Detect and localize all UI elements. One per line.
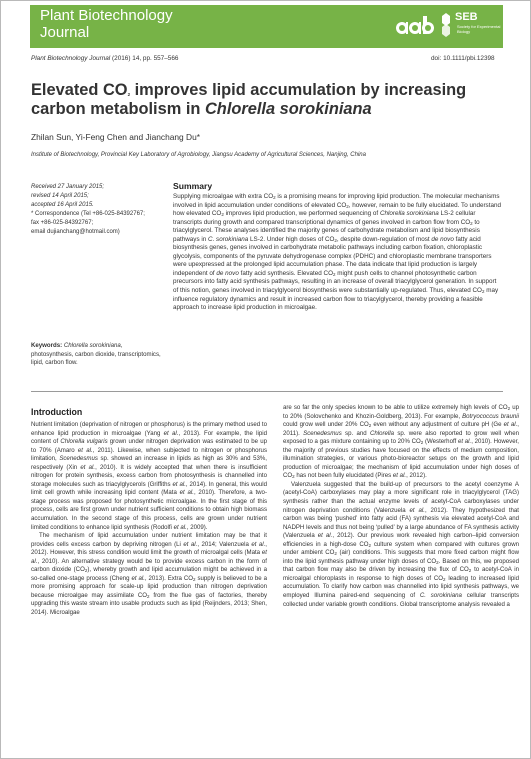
journal-name[interactable] [40, 7, 173, 41]
received-date: Received 27 January 2015; [31, 184, 105, 190]
summary-heading: Summary [173, 181, 213, 191]
section-divider [31, 391, 503, 392]
title-subscript: 2 [127, 92, 131, 97]
paragraph: The mechanism of lipid accumulation under nutrient limitation may be that it provides cells excess carbon by depriving nitrogen (Li et al., 2014; Valenzuela et al., 2012). However, this stress condition would limit the growth of microalgal cells (Mata et al., 2010). An alternative strategy would be to provide excess carbon in the form of carbon dioxide $(CO_2)$, whereby growth and lipid accumulation might be achieved in a so-called one-stage process (Cheng et al., 2013). Extra $CO_2$ supply is believed to be a more promising approach for scale-up lipid production than nitrogen deprivation because microalgae may assimilate $CO_2$ from the flue gas of factories, thereby upgrading this waste stream into usable products such as lipid (Reijnders, 2013; Shen, 2014). Microalgae [31, 532, 268, 617]
seb-logo-text: SEB [455, 11, 478, 23]
citation-journal: Plant Biotechnology Journal [31, 55, 111, 62]
affiliation: Institute of Biotechnology, Provincial Key Laboratory of Agrobiology, Jiangsu Academy of Agricultural Sciences, Nanjing, China [31, 152, 366, 158]
paragraph: Nutrient limitation (deprivation of nitrogen or phosphorus) is the primary method used to enhance lipid production in microalgae (Yang et al., 2013). For example, the lipid content of Chlorella vulgaris grown under nitrogen deprivation was estimated to be up to 70% (Amaro et al., 2011). Likewise, when subjected to nitrogen or phosphorus limitation, Scenedesmus sp. showed an increase in lipids as high as 30% and 53%, respectively (Xin et al., 2010). It is widely accepted that when there is insufficient nitrogen for protein synthesis, excess carbon from photosynthesis is channelled into storage molecules such as triacylglycerols (Griffiths et al., 2014). In general, this would limit cell growth while increasing lipid content (Mata et al., 2010). Therefore, a two-stage process was proposed for photosynthetic microalgae. In the first stage of this process, cells are first grown under nutrient sufficient conditions to obtain high biomass accumulation. In the second stage of this process, cells are grown under nutrient limited conditions to enhance lipid synthesis (Rodolfi et al., 2009). [31, 421, 268, 531]
seb-logo-icon [440, 12, 452, 39]
seb-subtitle: Society for Experimental Biology [457, 24, 501, 34]
aab-logo-icon [396, 13, 436, 40]
keywords [31, 342, 163, 368]
introduction-heading: Introduction [31, 407, 83, 417]
body-column-right [283, 404, 519, 609]
journal-name-line2: Journal [40, 24, 90, 41]
body-column-left [31, 421, 267, 618]
email[interactable]: email dujianchang@hotmail.com) [31, 228, 120, 235]
fax: fax +86-025-84392767; [31, 219, 94, 226]
accepted-date: accepted 16 April 2015. [31, 201, 94, 208]
revised-date: revised 14 April 2015; [31, 192, 89, 199]
title-part: improves lipid accumulation by increasing carbon metabolism in [31, 81, 467, 118]
journal-banner [30, 5, 503, 48]
doi[interactable]: doi: 10.1111/pbi.12398 [431, 55, 495, 62]
journal-name-line1: Plant Biotechnology [40, 7, 173, 24]
article-title [31, 81, 501, 119]
paragraph: Valenzuela suggested that the build-up of precursors to the acetyl coenzyme A (acetyl-CoA) carboxylases may play a more significant role in triacylglycerol (TAG) synthesis rather than the actual enzyme levels of acetyl-CoA carboxylases under nitrogen deprivation conditions (Valenzuela et al., 2012). They hypothesized that carbon was being ‘pushed’ into fatty acid (FA) synthesis via elevated acetyl-CoA and NADPH levels and thus not being ‘pulled’ by a large abundance of FA synthesis activity (Valenzuela et al., 2012). Our previous work revealed high carbon–lipid conversion efficiencies in a high-dose $CO_2$ culture system when compared with cultures grown under ambient $CO_2$ (air) conditions. This suggests that more fixed carbon might flow into the lipid synthesis pathway under high doses of $CO_2$. Based on this, we proposed that carbon flow may also be driven by increasing the flux of $CO_2$ to acetyl-CoA in microalgal chloroplasts in response to high doses of $CO_2$ leading to increased lipid accumulation. To clarify how carbon was channelled into lipid synthesis pathways, we employed Illumina paired-end sequencing of C. sorokiniana cellular transcripts collected under variable growth conditions. Global transcriptome analysis revealed a [283, 480, 520, 608]
title-species: Chlorella sorokiniana [204, 100, 372, 118]
title-part: Elevated CO [31, 81, 128, 99]
authors: Zhilan Sun, Yi-Feng Chen and Jianchang Du* [31, 132, 201, 142]
summary-text: Supplying microalgae with extra $CO_2$ is a promising means for improving lipid production. The molecular mechanisms involved in lipid accumulation under conditions of elevated $CO_2$, however, remain to be fully elucidated. To understand how elevated $CO_2$ improves lipid production, we performed sequencing of Chlorella sorokiniana LS-2 cellular transcripts during growth and compared transcriptional dynamics of genes involved in carbon flow from $CO_2$ to triacylglycerol. These analyses identified the majority genes of carbohydrate metabolism and lipid biosynthesis pathways in C. sorokiniana LS-2. Under high doses of $CO_2$, despite down-regulation of most de novo fatty acid biosynthesis genes, genes involved in carbohydrate metabolic pathways including carbon fixation, chloroplastic glycolysis, components of the pyruvate dehydrogenase complex (PDHC) and chloroplastic membrane transporters were upexpressed at the prolonged lipid accumulation phase. The data indicate that lipid production is largely independent of de novo fatty acid synthesis. Elevated $CO_2$ might push cells to channel photosynthetic carbon precursors into fatty acid synthesis pathways, resulting in an increase of overall triacylglycerol generation. In support of this notion, genes involved in triacylglycerol biosynthesis were substantially up-regulated. Thus, elevated $CO_2$ may influence regulatory dynamics and result in increased carbon flow to triacylglycerol, thereby providing a feasible approach to increase lipid production in microalgae. [173, 193, 501, 312]
paragraph: are so far the only species known to be able to utilize extremely high levels of $CO_2$ up to 20% (Solovchenko and Khozin-Goldberg, 2013). For example, Botryococcus braunii could grow well under 20% $CO_2$ even without any adjustment of culture pH (Ge et al., 2011). Scenedesmus sp. and Chlorella sp. were also reported to grow well when exposed to a gas mixture containing up to 20% $CO_2$ (Westerhoff et al., 2010). However, the majority of previous studies have focused on the effects of medium composition, illumination strategies, or various photo-bioreactor setups on the growth and lipid production of microalgae; the mechanism of lipid accumulation under high doses of $CO_2$ has not been fully elucidated (Pires et al., 2012). [283, 404, 519, 480]
journal-citation [31, 55, 178, 62]
citation-details: (2016) 14, pp. 557–566 [110, 55, 179, 62]
correspondence: * Correspondence (Tel +86-025-84392767; [31, 210, 145, 217]
keywords-label: Keywords: [31, 342, 63, 349]
keywords-species: Chlorella sorokiniana [63, 342, 121, 349]
keywords-list: , photosynthesis, carbon dioxide, transcriptomics, lipid, carbon flow. [31, 342, 161, 367]
article-history [31, 183, 161, 236]
